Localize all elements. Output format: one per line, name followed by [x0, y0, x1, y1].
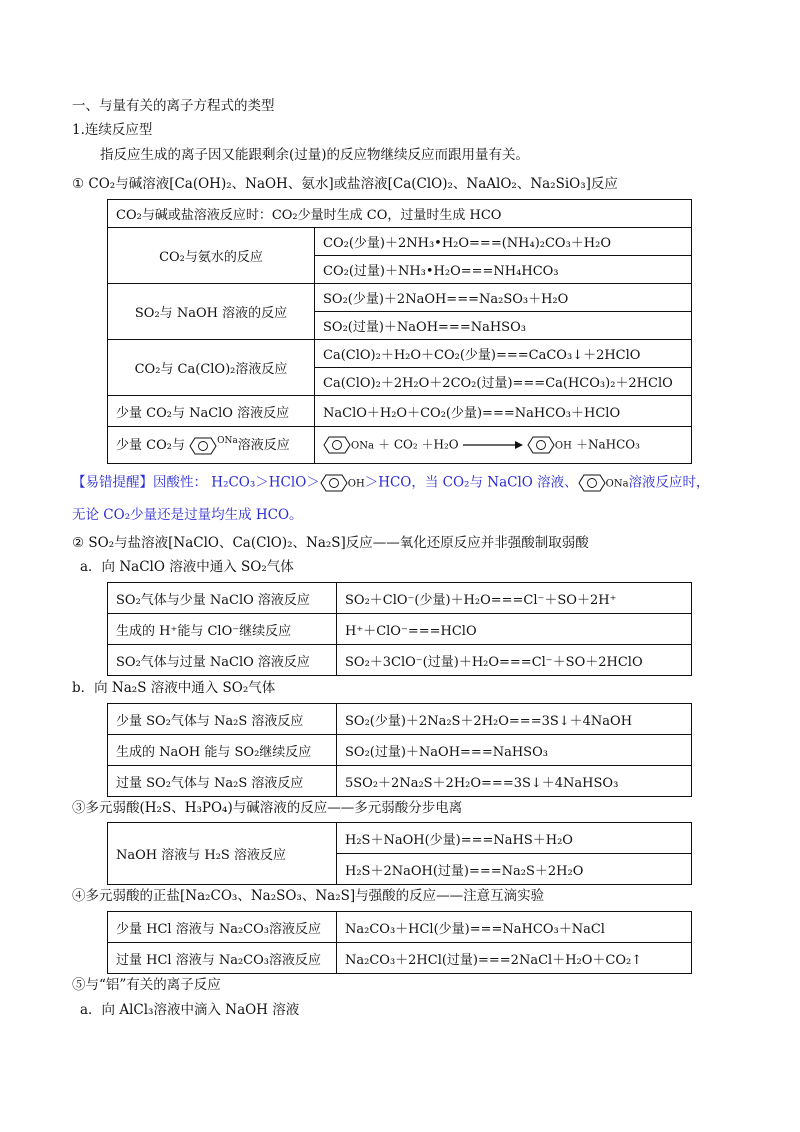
equation: Ca(ClO)₂＋2H₂O＋2CO₂(过量)===Ca(HCO₃)₂＋2HClO [315, 368, 692, 396]
equation-phenoxide: ONa ＋ CO₂ ＋H₂O OH ＋NaHCO₃ [315, 427, 692, 464]
benzene-ring-icon [578, 473, 606, 493]
table-naoh-h2s [107, 822, 692, 885]
equation: SO₂(过量)＋NaOH===NaHSO₃ [315, 312, 692, 340]
subsection-title: 1.连续反应型 [72, 122, 153, 138]
row-label: SO₂与 NaOH 溶液的反应 [108, 284, 315, 340]
tip-line-1: 【易错提醒】因酸性： H₂CO₃＞HClO＞ OH＞HCO，当 CO₂与 NaClO 溶液、 ONa溶液反应时， [72, 473, 710, 494]
equation: SO₂＋ClO⁻(少量)＋H₂O===Cl⁻＋SO＋2H⁺ [337, 583, 692, 614]
equation: SO₂＋3ClO⁻(过量)＋H₂O===Cl⁻＋SO＋2HClO [337, 645, 692, 676]
equation: CO₂(过量)＋NH₃•H₂O===NH₄HCO₃ [315, 256, 692, 284]
table-so2-na2s [107, 703, 692, 797]
table-hcl-na2co3 [107, 911, 692, 974]
reaction-arrow-icon [463, 440, 523, 450]
row-label-phenoxide: 少量 CO₂与 $^{ONa}$溶液反应 [108, 427, 315, 464]
row-label: 过量 SO₂气体与 Na₂S 溶液反应 [108, 766, 337, 797]
equation: H⁺＋ClO⁻===HClO [337, 614, 692, 645]
row-label: 少量 HCl 溶液与 Na₂CO₃溶液反应 [108, 912, 337, 943]
item-2a-heading: a．向 NaClO 溶液中通入 SO₂气体 [80, 559, 294, 575]
item-2b-heading: b．向 Na₂S 溶液中通入 SO₂气体 [72, 680, 276, 696]
row-label: CO₂与 Ca(ClO)₂溶液反应 [108, 340, 315, 396]
row-label: 少量 SO₂气体与 Na₂S 溶液反应 [108, 704, 337, 735]
equation: 5SO₂＋2Na₂S＋2H₂O===3S↓＋4NaHSO₃ [337, 766, 692, 797]
section-title: 一、与量有关的离子方程式的类型 [72, 98, 275, 114]
equation: Na₂CO₃＋HCl(少量)===NaHCO₃＋NaCl [337, 912, 692, 943]
row-label: 过量 HCl 溶液与 Na₂CO₃溶液反应 [108, 943, 337, 974]
benzene-ring-icon [323, 435, 351, 455]
item-1-heading: ① CO₂与碱溶液[Ca(OH)₂、NaOH、氨水]或盐溶液[Ca(ClO)₂、NaAlO₂、Na₂SiO₃]反应 [72, 176, 618, 192]
item-5-heading: ⑤与“铝”有关的离子反应 [72, 977, 221, 993]
equation: SO₂(少量)＋2NaOH===Na₂SO₃＋H₂O [315, 284, 692, 312]
benzene-ring-icon [527, 435, 555, 455]
table-so2-naclo [107, 582, 692, 676]
benzene-ring-icon [320, 473, 348, 493]
row-label: SO₂气体与过量 NaClO 溶液反应 [108, 645, 337, 676]
equation: NaClO＋H₂O＋CO₂(少量)===NaHCO₃＋HClO [315, 396, 692, 427]
equation: SO₂(过量)＋NaOH===NaHSO₃ [337, 735, 692, 766]
equation: H₂S＋2NaOH(过量)===Na₂S＋2H₂O [337, 854, 692, 885]
row-label: SO₂气体与少量 NaClO 溶液反应 [108, 583, 337, 614]
row-label: CO₂与氨水的反应 [108, 228, 315, 284]
equation: Na₂CO₃＋2HCl(过量)===2NaCl＋H₂O＋CO₂↑ [337, 943, 692, 974]
equation: CO₂(少量)＋2NH₃•H₂O===(NH₄)₂CO₃＋H₂O [315, 228, 692, 256]
item-2-heading: ② SO₂与盐溶液[NaClO、Ca(ClO)₂、Na₂S]反应——氧化还原反应并非强酸制取弱酸 [72, 535, 589, 551]
row-label: 生成的 NaOH 能与 SO₂继续反应 [108, 735, 337, 766]
intro-paragraph: 指反应生成的离子因又能跟剩余(过量)的反应物继续反应而跟用量有关。 [100, 147, 530, 163]
row-label: 生成的 H⁺能与 ClO⁻继续反应 [108, 614, 337, 645]
benzene-ring-icon [189, 436, 217, 456]
equation: H₂S＋NaOH(少量)===NaHS＋H₂O [337, 823, 692, 854]
row-label: 少量 CO₂与 NaClO 溶液反应 [108, 396, 315, 427]
equation: SO₂(少量)＋2Na₂S＋2H₂O===3S↓＋4NaOH [337, 704, 692, 735]
item-3-heading: ③多元弱酸(H₂S、H₃PO₄)与碱溶液的反应——多元弱酸分步电离 [72, 800, 463, 816]
item-4-heading: ④多元弱酸的正盐[Na₂CO₃、Na₂SO₃、Na₂S]与强酸的反应——注意互滴实验 [72, 888, 545, 904]
table-co2-reactions [107, 199, 692, 464]
equation: Ca(ClO)₂＋H₂O＋CO₂(少量)===CaCO₃↓＋2HClO [315, 340, 692, 368]
row-label: NaOH 溶液与 H₂S 溶液反应 [108, 823, 337, 885]
item-5a-heading: a．向 AlCl₃溶液中滴入 NaOH 溶液 [80, 1002, 300, 1018]
table-header: CO₂与碱或盐溶液反应时：CO₂少量时生成 CO，过量时生成 HCO [108, 200, 692, 228]
tip-line-2: 无论 CO₂少量还是过量均生成 HCO。 [72, 507, 303, 523]
